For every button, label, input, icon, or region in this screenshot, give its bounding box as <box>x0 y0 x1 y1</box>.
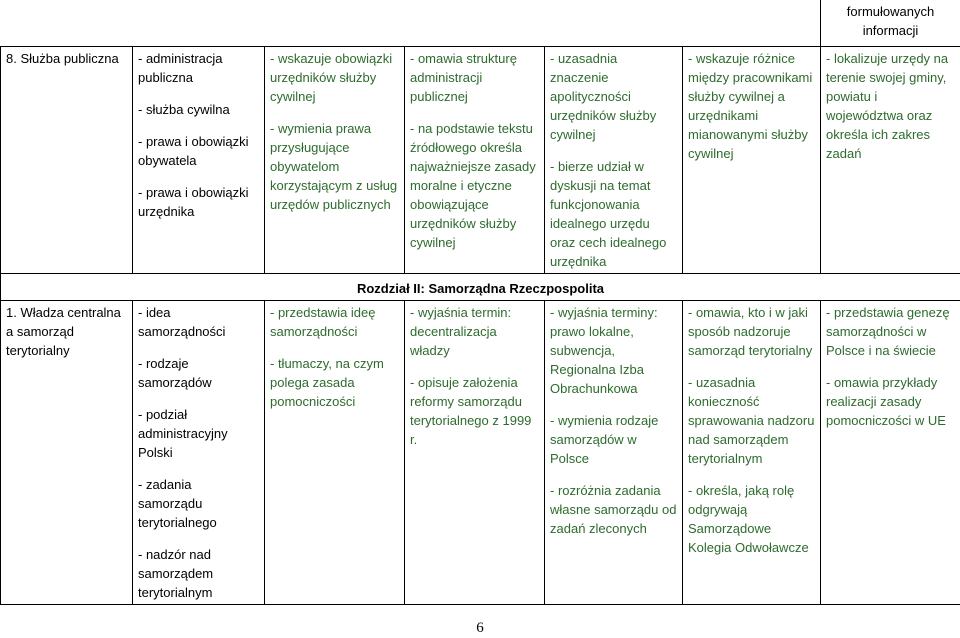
content-item: - służba cywilna <box>138 101 230 117</box>
requirement-cell <box>821 300 960 604</box>
header-line: formułowanych <box>846 4 935 19</box>
requirement-item: - wyjaśnia terminy: prawo lokalne, subwencja, Regionalna Izba Obrachunkowa <box>550 304 658 396</box>
requirement-item: - określa, jaką rolę odgrywają Samorządowe Kolegia Odwoławcze <box>688 482 809 555</box>
requirement-item: - omawia strukturę administracji publicznej <box>410 50 517 104</box>
content-item: - prawa i obowiązki obywatela <box>138 133 249 168</box>
requirement-item: - rozróżnia zadania własne samorządu od zadań zleconych <box>550 482 677 536</box>
header-row <box>1 0 960 46</box>
header-line: informacji <box>862 23 919 38</box>
requirement-item: - lokalizuje urzędy na terenie swojej gminy, powiatu i województwa oraz określa ich zakres zadań <box>826 50 949 161</box>
requirement-item: - opisuje założenia reformy samorządu terytorialnego z 1999 r. <box>410 374 532 447</box>
table-row <box>1 46 960 273</box>
requirement-item: - przedstawia genezę samorządności w Polsce i na świecie <box>826 304 950 358</box>
content-item: - rodzaje samorządów <box>138 355 212 390</box>
lesson-topic: 1. Władza centralna a samorząd terytorialny <box>6 304 121 358</box>
content-item: - zadania samorządu terytorialnego <box>138 476 217 530</box>
requirement-item: - wskazuje różnice między pracownikami służby cywilnej a urzędnikami mianowanymi służby cywilnej <box>688 50 813 161</box>
content-item: - idea samorządności <box>138 304 226 339</box>
requirement-item: - uzasadnia konieczność sprawowania nadzoru nad samorządem terytorialnym <box>688 374 815 466</box>
lesson-topic-cell <box>1 46 133 273</box>
requirement-cell <box>683 300 821 604</box>
requirement-item: - wymienia prawa przysługujące obywatelom korzystającym z usług urzędów publicznych <box>270 120 398 212</box>
requirement-cell <box>265 300 405 604</box>
requirement-item: - tłumaczy, na czym polega zasada pomocniczości <box>270 355 384 409</box>
requirement-cell <box>405 46 545 273</box>
requirement-item: - bierze udział w dyskusji na temat funkcjonowania idealnego urzędu oraz cech idealnego urzędnika <box>550 158 667 269</box>
content-item: - nadzór nad samorządem terytorialnym <box>138 546 214 600</box>
requirement-item: - omawia przykłady realizacji zasady pomocniczości w UE <box>826 374 946 428</box>
requirement-item: - przedstawia ideę samorządności <box>270 304 376 339</box>
content-item: - administracja publiczna <box>138 50 223 85</box>
lesson-topic-cell <box>1 300 133 604</box>
requirement-cell <box>545 300 683 604</box>
lesson-topic: 8. Służba publiczna <box>6 50 119 66</box>
requirement-item: - na podstawie tekstu źródłowego określa najważniejsze zasady moralne i etyczne obowiązujące urzędników służby cywilnej <box>410 120 536 250</box>
requirement-cell <box>545 46 683 273</box>
table-row <box>1 300 960 604</box>
requirement-item: - wyjaśnia termin: decentralizacja władzy <box>410 304 512 358</box>
header-cell <box>821 0 960 46</box>
requirement-item: - uzasadnia znaczenie apolityczności urzędników służby cywilnej <box>550 50 657 142</box>
requirement-cell <box>821 46 960 273</box>
requirement-cell <box>405 300 545 604</box>
requirement-cell <box>265 46 405 273</box>
page-number: 6 <box>476 620 484 636</box>
content-cell <box>133 46 265 273</box>
section-row <box>1 273 960 300</box>
content-item: - prawa i obowiązki urzędnika <box>138 184 249 219</box>
requirement-item: - omawia, kto i w jaki sposób nadzoruje samorząd terytorialny <box>688 304 813 358</box>
requirement-item: - wskazuje obowiązki urzędników służby cywilnej <box>270 50 393 104</box>
content-item: - podział administracyjny Polski <box>138 406 228 460</box>
requirement-cell <box>683 46 821 273</box>
content-cell <box>133 300 265 604</box>
section-title: Rozdział II: Samorządna Rzeczpospolita <box>1 273 960 300</box>
requirement-item: - wymienia rodzaje samorządów w Polsce <box>550 412 659 466</box>
